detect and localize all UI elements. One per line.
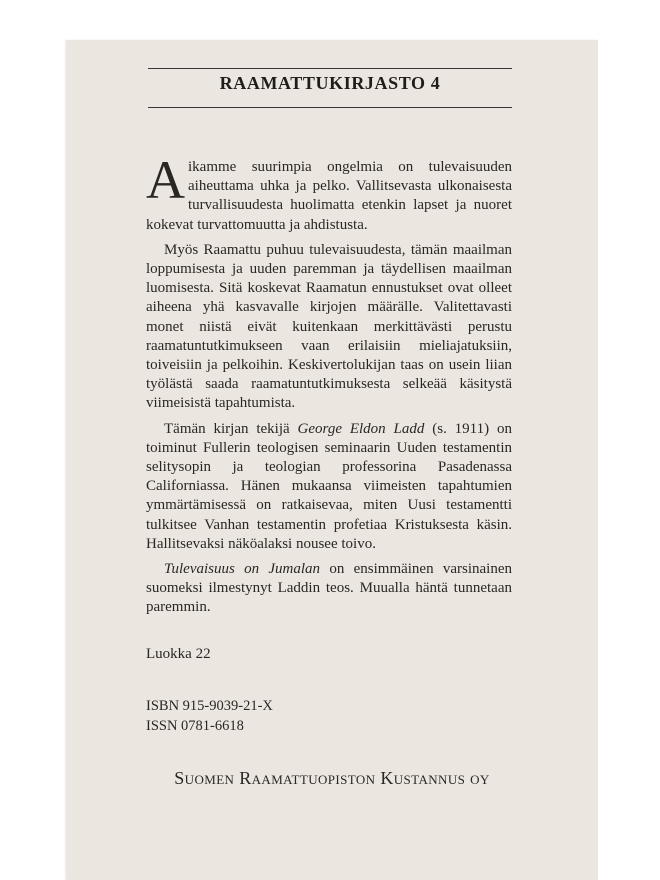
drop-cap: A: [146, 150, 185, 210]
series-title: RAAMATTUKIRJASTO 4: [219, 73, 441, 93]
issn: ISSN 0781-6618: [146, 718, 244, 734]
isbn-block: [146, 696, 273, 736]
class-label: Luokka 22: [146, 646, 211, 662]
description-text: [146, 150, 513, 624]
author-name: George Eldon Ladd: [297, 420, 425, 437]
book-title: Tulevaisuus on Jumalan: [164, 561, 321, 578]
book-back-cover: [66, 40, 598, 880]
paragraph-4: Tulevaisuus on Jumalan on ensimmäinen varsinainen suomeksi ilmestynyt Laddin teos. Muualla häntä tunnetaan paremmin.: [146, 561, 513, 616]
paragraph-2: Myös Raamattu puhuu tulevaisuudesta, tämän maailman loppumisesta ja uuden paremman ja täydellisen maailman luomisesta. Sitä koskevat Raamatun ennustukset ovat olleet aiheena yhä kasvavalle kirjojen määrälle. Valitettavasti monet niistä eivät kuitenkaan merkittävästi perustu raamatuntutkimukseen vaan erilaisiin mieliajatuksiin, toiveisiin ja pelkoihin. Keskivertolukijan taas on usein liian työlästä saada raamatuntutkimuksesta selkeää käsitystä viimeisistä tapahtumista.: [146, 241, 512, 412]
publisher: Suomen Raamattuopiston Kustannus oy: [174, 768, 490, 788]
paragraph-1: Aikamme suurimpia ongelmia on tulevaisuuden aiheuttama uhka ja pelko. Vallitsevasta ulkonaisesta turvallisuudesta huolimatta etenkin lapset ja nuoret kokevat turvattomuutta ja ahdistusta.: [146, 150, 512, 233]
top-rule: [148, 68, 512, 69]
bottom-rule: [148, 107, 512, 108]
isbn: ISBN 915-9039-21-X: [146, 698, 273, 714]
paragraph-3: Tämän kirjan tekijä George Eldon Ladd (s. 1911) on toiminut Fullerin teologisen seminaarin Uuden testamentin selitysopin ja teologian professorina Pasadenassa Californiassa. Hänen mukaansa viimeisten tapahtumien ymmärtämisessä on ratkaisevaa, miten Uusi testamentti tulkitsee Vanhan testamentin profetiaa Kristuksesta käsin. Hallitsevaksi näköalaksi nousee toivo.: [146, 420, 512, 552]
